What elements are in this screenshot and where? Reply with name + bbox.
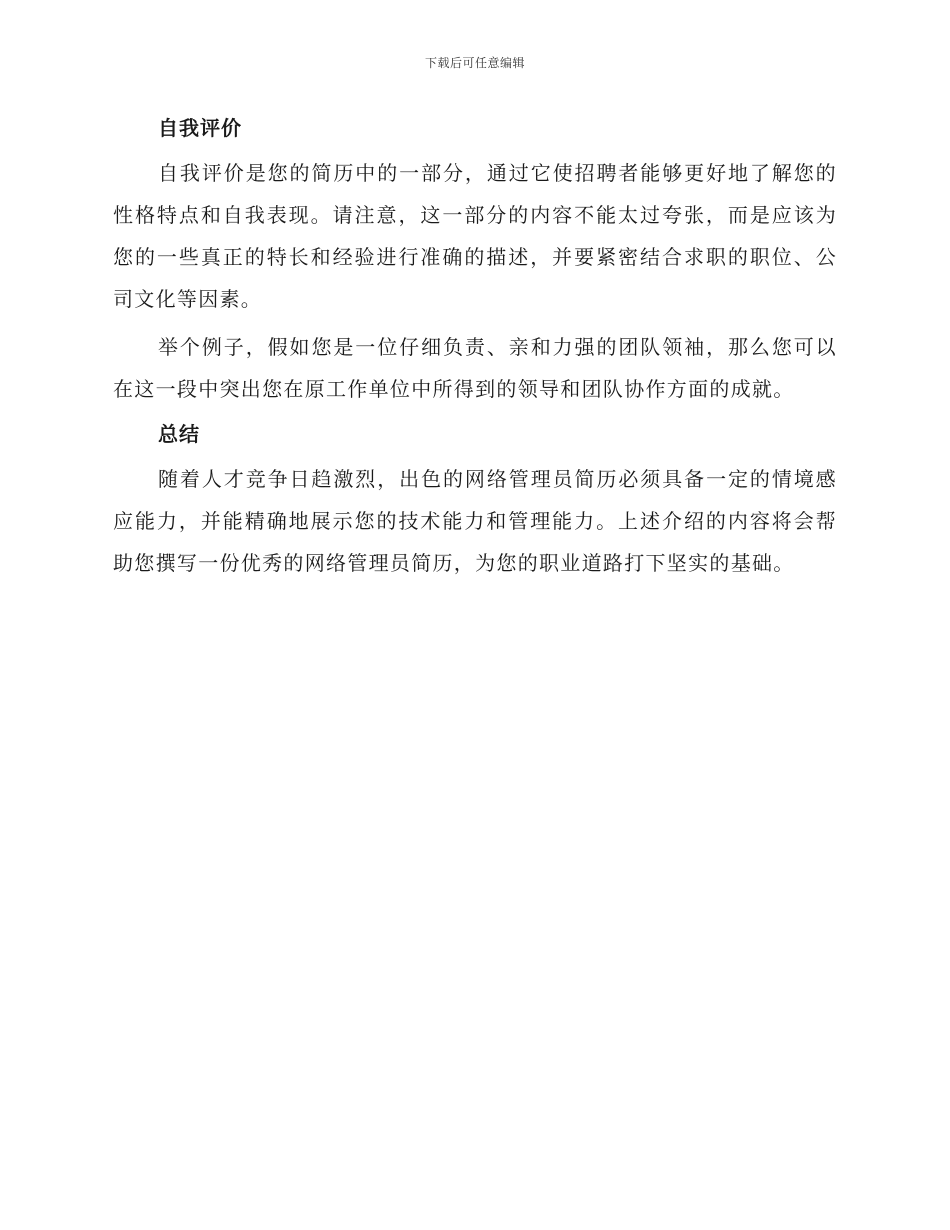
paragraph-summary: 随着人才竞争日趋激烈，出色的网络管理员简历必须具备一定的情境感应能力，并能精确地展示您的技术能力和管理能力。上述介绍的内容将会帮助您撰写一份优秀的网络管理员简历，为您的职业道路打下坚实的基础。 xyxy=(113,467,837,575)
page-header: 下载后可任意编辑 xyxy=(424,56,525,70)
paragraph-self-evaluation-intro: 自我评价是您的简历中的一部分，通过它使招聘者能够更好地了解您的性格特点和自我表现。请注意，这一部分的内容不能太过夸张，而是应该为您的一些真正的特长和经验进行准确的描述，并要紧密结合求职的职位、公司文化等因素。 xyxy=(113,161,837,311)
section-heading-summary: 总结 xyxy=(158,422,200,446)
section-summary xyxy=(113,416,837,584)
header-rule xyxy=(113,76,837,77)
paragraph-self-evaluation-example: 举个例子，假如您是一位仔细负责、亲和力强的团队领袖，那么您可以在这一段中突出您在原工作单位中所得到的领导和团队协作方面的成就。 xyxy=(113,335,837,401)
section-self-evaluation xyxy=(113,110,837,410)
document-body xyxy=(113,110,837,584)
section-heading-self-evaluation: 自我评价 xyxy=(158,116,242,140)
